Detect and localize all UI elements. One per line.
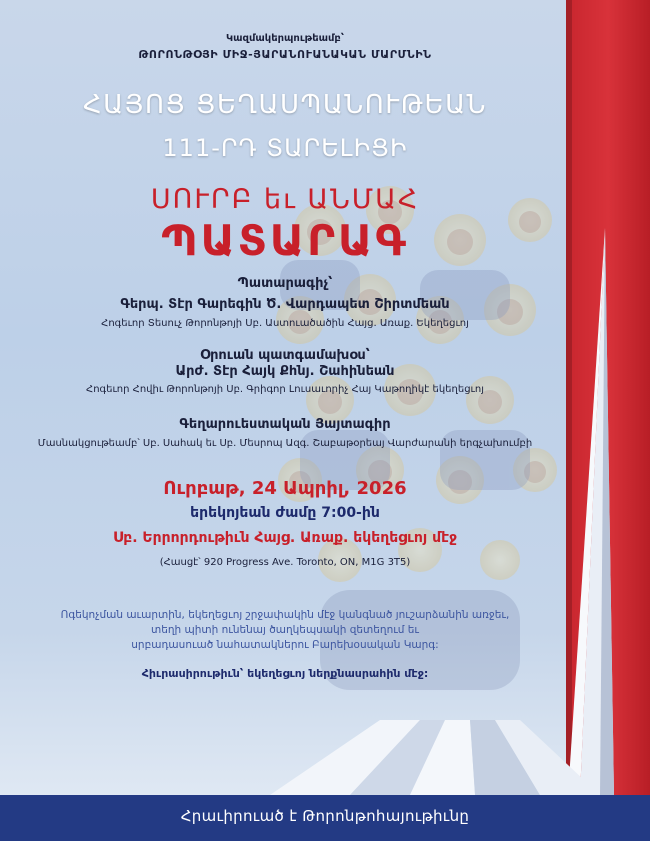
event-time: երեկոյեան ժամը 7:00-ին	[190, 505, 380, 521]
footer-bar	[0, 795, 650, 841]
reception-invitation: Հիւրասիրութիւն՝ եկեղեցւոյ ներքնասրահին մէջ:	[141, 667, 429, 680]
celebrant-title: Հոգեւոր Տեսուչ Թորոնթոյի Սբ. Աստուածածին Հայց. Առաք. Եկեղեցւոյ	[101, 318, 469, 329]
preacher-label: Օրուան պատգամախօս՝	[200, 348, 370, 363]
memorial-base-image	[270, 690, 600, 795]
title-holy-immortal: ՍՈՒՐԲ եւ ԱՆՄԱՀ	[150, 184, 420, 215]
event-date: Ուրբաթ, 24 Ապրիլ, 2026	[163, 478, 407, 499]
organizer-name: ԹՈՐՈՆԹՕՅԻ ՄԻՋ-ՅԱՐԱՆՈՒԱՆԱԿԱՆ ՄԱՐՄՆԻՆ	[138, 48, 432, 61]
preacher-title: Հոգեւոր Հովիւ Թորոնթոյի Սբ. Գրիգոր Լուսաւորիչ Հայ Կաթողիկէ եկեղեցւոյ	[86, 384, 484, 395]
notice-line-1: Ոգեկոչման աւարտին, եկեղեցւոյ շրջափակին մէջ կանգնած յուշարձանին առջեւ,	[60, 609, 510, 621]
title-badarak: ՊԱՏԱՐԱԳ	[161, 216, 409, 265]
music-program-label: Գեղարուեստական Յայտագիր	[179, 417, 391, 432]
title-anniversary: 111-ՐԴ ՏԱՐԵԼԻՑԻ	[162, 134, 408, 162]
organizer-label: Կազմակերպութեամբ՝	[226, 33, 344, 44]
preacher-name: Արժ. Տէր Հայկ Քհնյ. Շահինեան	[175, 364, 395, 379]
event-location: Սբ. Երրորդութիւն Հայց. Առաք. եկեղեցւոյ մէջ	[113, 530, 457, 546]
notice-line-3: սրբադասուած նահատակներու Բարեխօսական Կարգ:	[131, 639, 439, 651]
music-program-text: Մասնակցութեամբ՝ Սբ. Սահակ եւ Սբ. Մեսրոպ Ազգ. Շաբաթօրեայ Վարժարանի երգչախումբի	[37, 438, 533, 449]
celebrant-name: Գերպ. Տէր Գարեգին Ծ. Վարդապետ Շիրտմեան	[120, 297, 450, 312]
celebrant-label: Պատարագիչ՝	[237, 276, 333, 291]
notice-line-2: տեղի պիտի ունենայ ծաղկեպսակի զետեղում եւ	[150, 624, 419, 636]
title-genocide: ՀԱՅՈՑ ՑԵՂԱՍՊԱՆՈՒԹԵԱՆ	[83, 90, 487, 120]
event-address: (Հասցէ՝ 920 Progress Ave. Toronto, ON, M1G 3T5)	[159, 557, 411, 568]
footer-text: Հրաւիրուած է Թորոնթոհայութիւնը	[180, 807, 470, 825]
